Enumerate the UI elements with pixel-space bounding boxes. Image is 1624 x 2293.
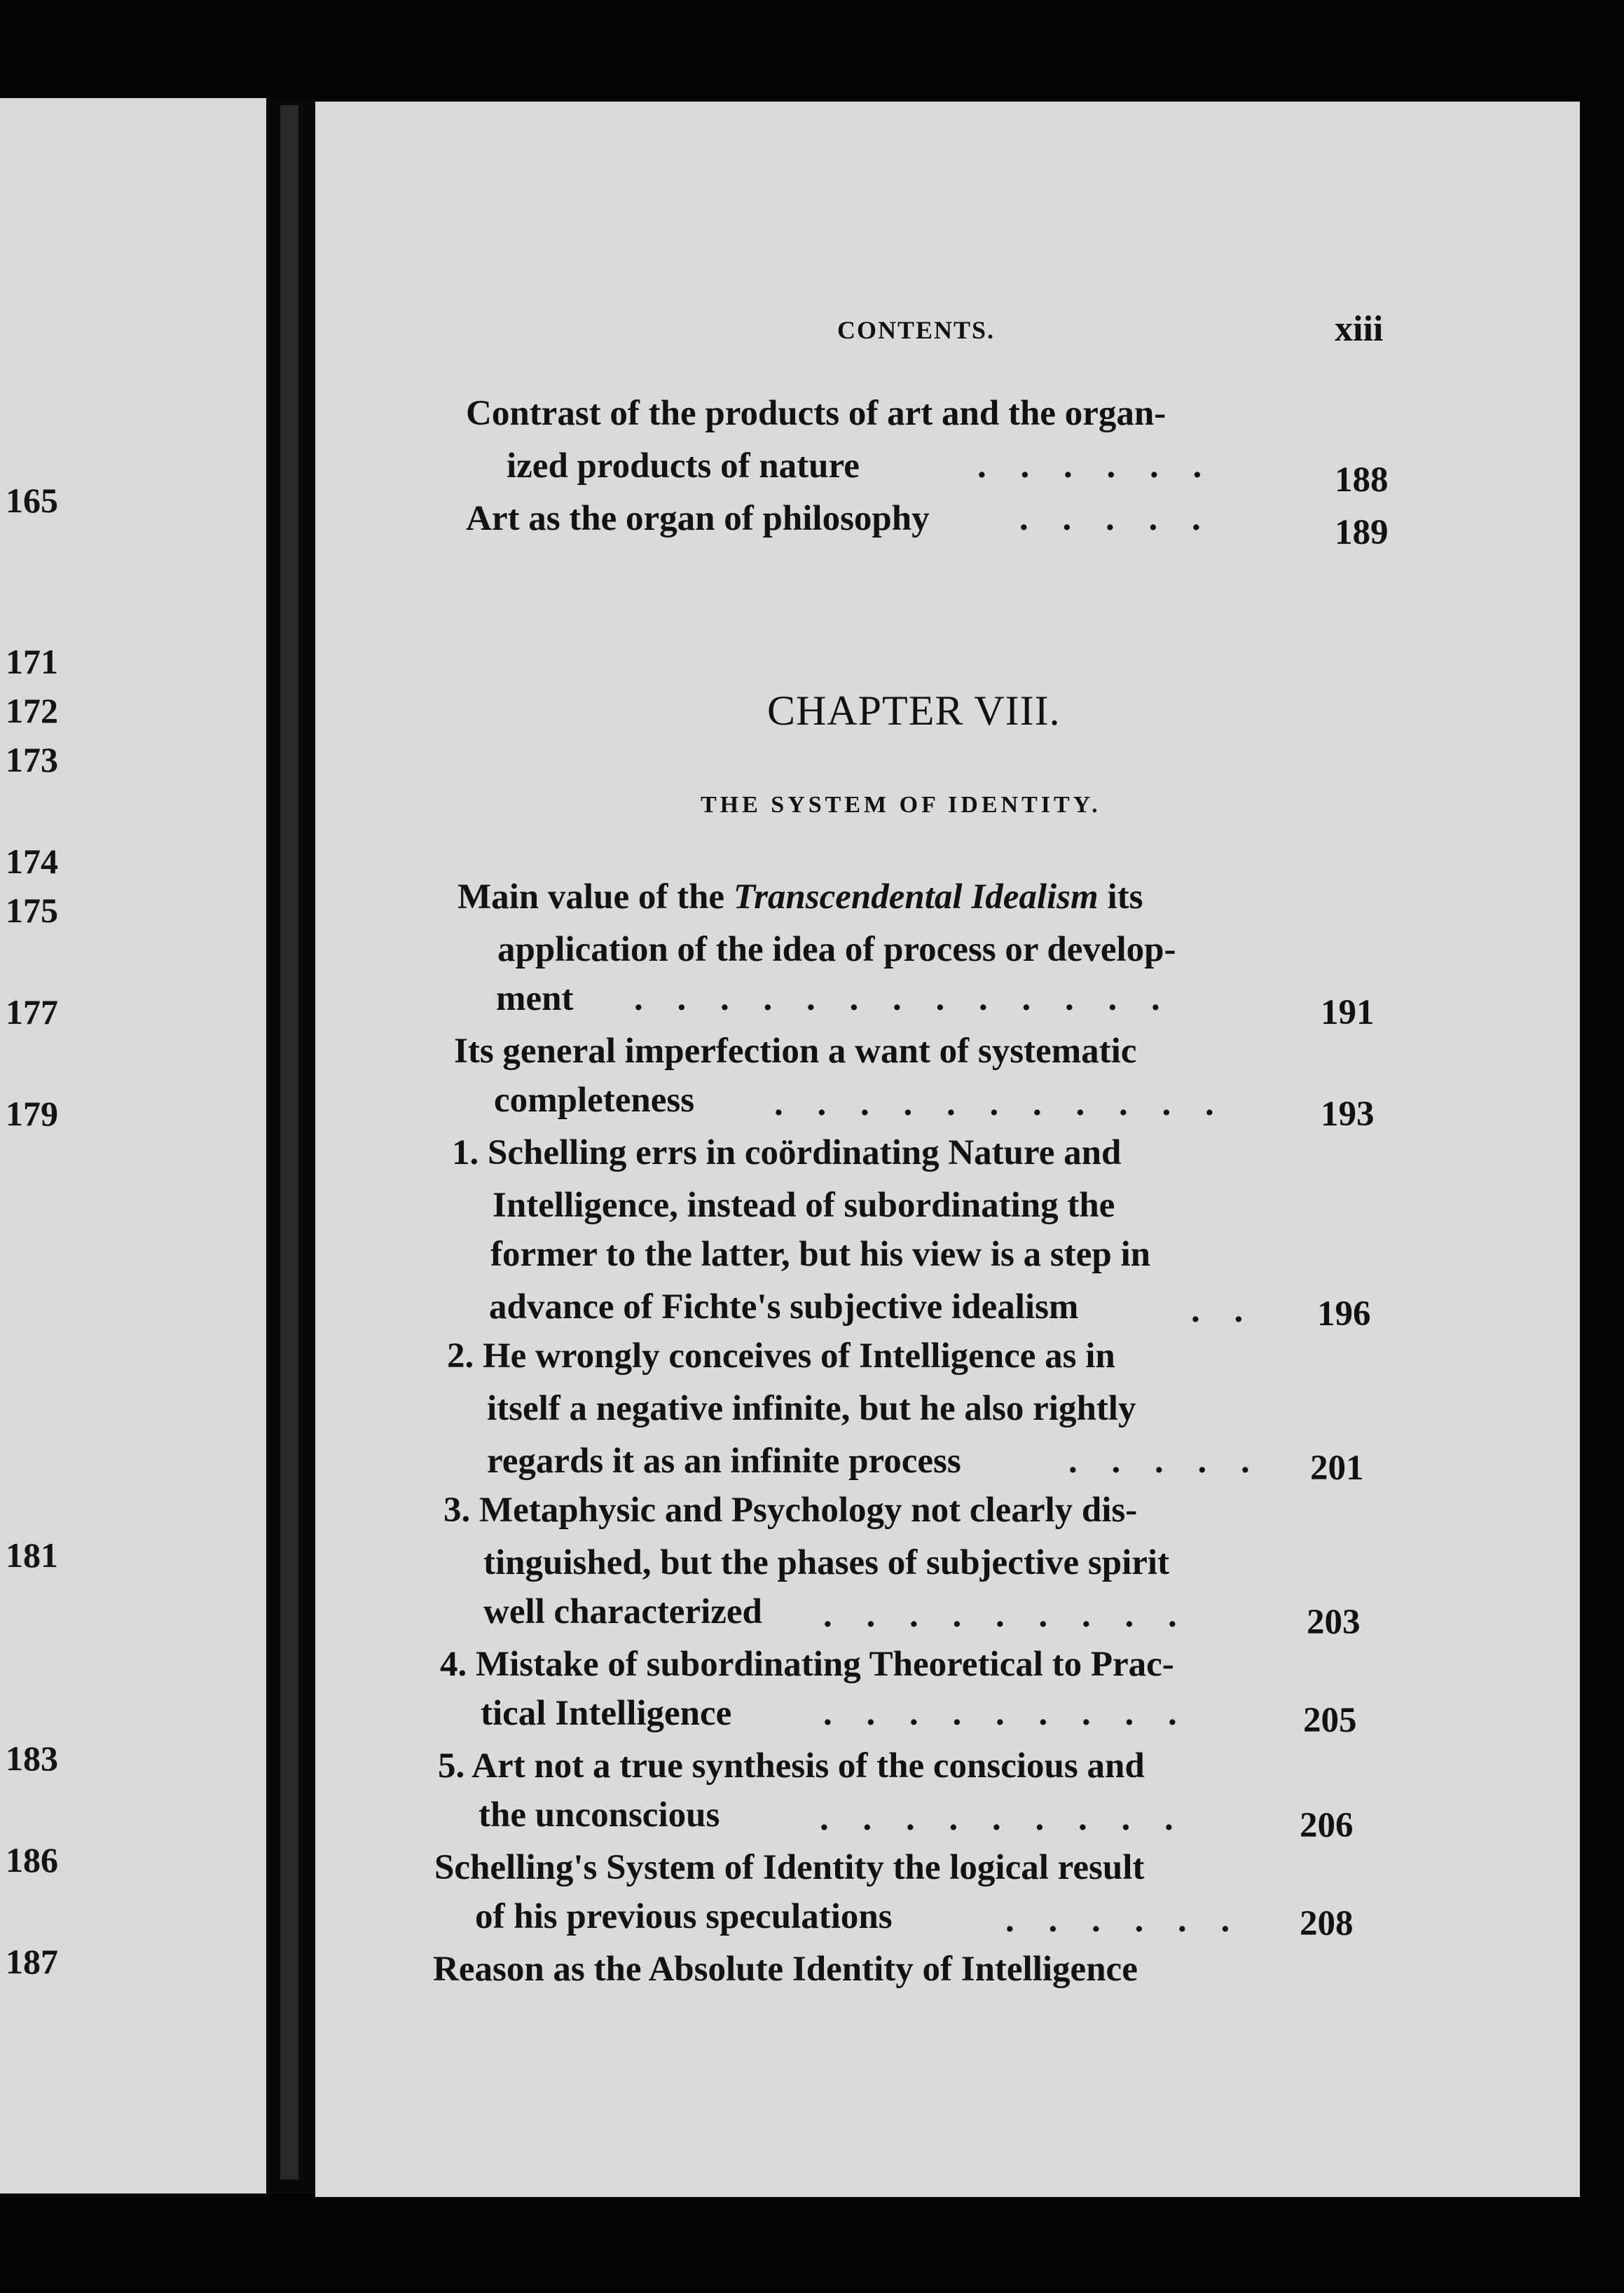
dot-leader: . . . . . <box>1068 1442 1262 1481</box>
toc-entry-line: Art as the organ of philosophy <box>466 499 930 538</box>
dot-leader: . . . . . . . . . <box>823 1694 1190 1733</box>
dot-leader: . . <box>1191 1291 1256 1330</box>
toc-entry-line: Schelling's System of Identity the logical result <box>434 1848 1145 1887</box>
dot-leader: . . . . . . <box>1005 1901 1243 1940</box>
dot-leader: . . . . . <box>1019 499 1213 538</box>
toc-entry-line: Intelligence, instead of subordinating the <box>493 1186 1115 1225</box>
toc-entry-line: 3. Metaphysic and Psychology not clearly dis- <box>443 1491 1138 1530</box>
running-header-page-number: xiii <box>1335 309 1384 349</box>
left-page-number: 181 <box>6 1535 58 1575</box>
toc-page-number: 206 <box>1300 1806 1354 1845</box>
toc-entry-line: tinguished, but the phases of subjective spirit <box>483 1543 1170 1582</box>
left-page-number: 186 <box>6 1840 58 1880</box>
toc-page-number: 193 <box>1321 1095 1375 1134</box>
dot-leader: . . . . . . <box>977 446 1215 486</box>
toc-entry-line: 5. Art not a true synthesis of the conscious and <box>438 1746 1145 1786</box>
left-page-number: 177 <box>6 992 58 1032</box>
chapter-subtitle: THE SYSTEM OF IDENTITY. <box>701 792 1101 818</box>
left-page-number: 183 <box>6 1739 58 1778</box>
toc-entry-line: the unconscious <box>479 1795 720 1835</box>
toc-entry-line: well characterized <box>483 1592 762 1631</box>
page-edge <box>280 105 298 2179</box>
toc-page-number: 201 <box>1310 1449 1364 1488</box>
toc-page-number: 203 <box>1307 1603 1361 1642</box>
toc-entry-line: application of the idea of process or develop- <box>497 930 1176 969</box>
toc-entry-line: advance of Fichte's subjective idealism <box>489 1287 1079 1327</box>
toc-entry-line: 4. Mistake of subordinating Theoretical to Prac- <box>440 1645 1174 1684</box>
toc-entry-line: ment <box>496 979 574 1018</box>
toc-entry-italic: Transcendental Idealism <box>733 877 1099 917</box>
dot-leader: . . . . . . . . . . . <box>774 1084 1227 1123</box>
left-page-number: 175 <box>6 891 58 930</box>
left-page-number: 187 <box>6 1942 58 1981</box>
left-page-number: 173 <box>6 740 58 779</box>
toc-entry-line: itself a negative infinite, but he also rightly <box>487 1389 1136 1428</box>
dot-leader: . . . . . . . . . . . . . <box>634 979 1173 1018</box>
toc-entry-line: ized products of nature <box>507 446 860 486</box>
toc-entry-line: 2. He wrongly conceives of Intelligence as in <box>447 1336 1115 1376</box>
toc-entry-line: completeness <box>494 1081 695 1120</box>
toc-entry-line: tical Intelligence <box>481 1694 732 1733</box>
running-header-title: CONTENTS. <box>837 316 996 344</box>
left-page-number: 172 <box>6 691 58 730</box>
chapter-title: CHAPTER VIII. <box>767 687 1061 734</box>
dot-leader: . . . . . . . . . <box>823 1596 1190 1635</box>
toc-entry-line: of his previous speculations <box>475 1897 893 1936</box>
toc-entry-line: Its general imperfection a want of systematic <box>454 1032 1137 1071</box>
toc-page-number: 208 <box>1300 1904 1354 1943</box>
toc-entry-line: former to the latter, but his view is a step in <box>490 1235 1151 1274</box>
dot-leader: . . . . . . . . . <box>820 1799 1186 1838</box>
toc-entry-line: Contrast of the products of art and the organ- <box>466 394 1167 433</box>
left-facing-page <box>0 98 266 2193</box>
toc-page-number: 196 <box>1317 1294 1371 1334</box>
toc-entry-line: 1. Schelling errs in coördinating Nature and <box>452 1133 1122 1172</box>
left-page-number: 171 <box>6 642 58 681</box>
toc-entry-line: regards it as an infinite process <box>487 1442 961 1481</box>
toc-page-number: 189 <box>1335 513 1389 552</box>
left-page-number: 165 <box>6 481 58 520</box>
toc-entry-line: Main value of the Transcendental Idealism its <box>457 877 1143 917</box>
toc-entry-line: Reason as the Absolute Identity of Intelligence <box>433 1950 1138 1989</box>
toc-page-number: 205 <box>1303 1701 1357 1740</box>
left-page-number: 174 <box>6 842 58 881</box>
left-page-number: 179 <box>6 1094 58 1133</box>
toc-page-number: 188 <box>1335 460 1389 500</box>
toc-page-number: 191 <box>1321 993 1375 1032</box>
